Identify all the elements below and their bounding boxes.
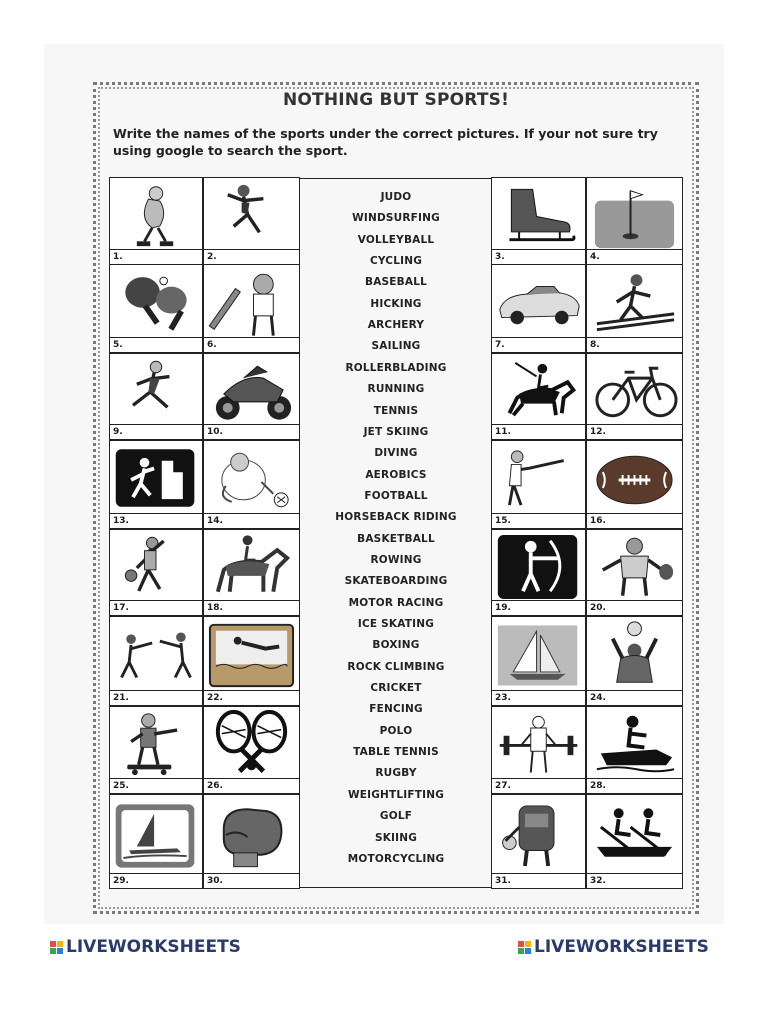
word-bank-item: TABLE TENNIS — [353, 746, 439, 759]
answer-strip[interactable] — [110, 600, 202, 615]
cricket-player-icon — [204, 265, 299, 339]
fencers-icon — [110, 617, 202, 692]
picture-cell[interactable] — [203, 177, 300, 265]
bicycle-icon — [587, 354, 682, 426]
word-bank-item: AEROBICS — [365, 468, 427, 481]
picture-cell[interactable] — [586, 264, 683, 353]
picture-number: 23. — [495, 693, 511, 703]
picture-cell[interactable] — [586, 440, 683, 529]
logo-text: LIVEWORKSHEETS — [66, 937, 241, 957]
motorcycle-icon — [204, 354, 299, 426]
liveworksheets-logo-icon — [518, 941, 531, 954]
word-bank-item: POLO — [379, 724, 413, 737]
sailboat-icon — [492, 617, 585, 692]
picture-cell[interactable] — [109, 440, 203, 529]
picture-cell[interactable] — [586, 177, 683, 265]
word-bank-item: ARCHERY — [367, 319, 425, 332]
answer-strip[interactable] — [492, 337, 585, 352]
horse-rider-icon — [204, 530, 299, 602]
picture-cell[interactable] — [203, 706, 300, 794]
picture-number: 6. — [207, 340, 217, 350]
volleyball-player-icon — [587, 617, 682, 692]
picture-cell[interactable] — [109, 529, 203, 616]
word-bank-item: VOLLEYBALL — [357, 233, 435, 246]
rowing-sign-icon — [587, 795, 682, 875]
picture-number: 1. — [113, 252, 123, 262]
picture-number: 10. — [207, 427, 223, 437]
picture-cell[interactable] — [203, 264, 300, 353]
picture-number: 30. — [207, 876, 223, 886]
windsurfing-sign-icon — [110, 795, 202, 875]
answer-strip[interactable] — [492, 249, 585, 264]
word-bank-item: CRICKET — [370, 682, 422, 695]
tennis-rackets-icon — [204, 707, 299, 780]
picture-cell[interactable] — [491, 706, 586, 794]
picture-number: 26. — [207, 781, 223, 791]
picture-cell[interactable] — [491, 264, 586, 353]
word-bank-item: FENCING — [369, 703, 423, 716]
answer-strip[interactable] — [110, 513, 202, 528]
picture-number: 19. — [495, 603, 511, 613]
word-bank — [300, 178, 492, 888]
picture-number: 28. — [590, 781, 606, 791]
picture-cell[interactable] — [203, 353, 300, 440]
word-bank-item: BASKETBALL — [357, 532, 435, 545]
picture-number: 11. — [495, 427, 511, 437]
answer-strip[interactable] — [587, 690, 682, 705]
picture-number: 4. — [590, 252, 600, 262]
picture-number: 9. — [113, 427, 123, 437]
answer-strip[interactable] — [110, 873, 202, 888]
worksheet-instructions: Write the names of the sports under the correct pictures. If your not sure try using google to search the sport. — [113, 126, 658, 158]
word-bank-item: ROLLERBLADING — [345, 361, 447, 374]
answer-strip[interactable] — [110, 337, 202, 352]
answer-strip[interactable] — [492, 600, 585, 615]
word-bank-item: BASEBALL — [365, 276, 427, 289]
word-bank-item: DIVING — [374, 447, 418, 460]
answer-strip[interactable] — [587, 600, 682, 615]
liveworksheets-logo-icon — [50, 941, 63, 954]
picture-number: 13. — [113, 516, 129, 526]
picture-cell[interactable] — [203, 616, 300, 706]
picture-cell[interactable] — [109, 353, 203, 440]
picture-cell[interactable] — [586, 794, 683, 889]
picture-number: 17. — [113, 603, 129, 613]
word-bank-item: WINDSURFING — [352, 212, 440, 225]
liveworksheets-logo-right[interactable] — [518, 937, 709, 957]
picture-cell[interactable] — [109, 264, 203, 353]
baseball-catcher-icon — [587, 530, 682, 602]
answer-strip[interactable] — [492, 513, 585, 528]
word-bank-item: SAILING — [371, 340, 421, 353]
picture-cell[interactable] — [109, 794, 203, 889]
word-bank-item: ROWING — [370, 553, 422, 566]
picture-cell[interactable] — [491, 616, 586, 706]
rollerblader-icon — [110, 178, 202, 251]
answer-strip[interactable] — [204, 778, 299, 793]
picture-number: 5. — [113, 340, 123, 350]
word-bank-item: SKATEBOARDING — [344, 575, 448, 588]
answer-strip[interactable] — [587, 873, 682, 888]
picture-cell[interactable] — [491, 529, 586, 616]
ice-skate-icon — [492, 178, 585, 251]
word-bank-item: WEIGHTLIFTING — [347, 788, 445, 801]
table-tennis-paddles-icon — [110, 265, 202, 339]
jet-ski-icon — [587, 707, 682, 780]
word-bank-item: GOLF — [379, 810, 413, 823]
word-bank-item: HICKING — [370, 297, 422, 310]
skier-icon — [587, 265, 682, 339]
answer-strip[interactable] — [587, 337, 682, 352]
word-bank-item: BOXING — [372, 639, 420, 652]
liveworksheets-logo-left[interactable] — [50, 937, 241, 957]
diving-sign-icon — [204, 617, 299, 692]
picture-cell[interactable] — [203, 529, 300, 616]
picture-cell[interactable] — [109, 706, 203, 794]
word-bank-item: RUNNING — [367, 383, 425, 396]
golf-flag-icon — [587, 178, 682, 251]
word-bank-item: HORSEBACK RIDING — [335, 511, 457, 524]
picture-number: 32. — [590, 876, 606, 886]
picture-cell[interactable] — [203, 440, 300, 529]
answer-strip[interactable] — [587, 778, 682, 793]
picture-cell[interactable] — [586, 616, 683, 706]
word-bank-item: CYCLING — [369, 255, 423, 268]
picture-number: 22. — [207, 693, 223, 703]
answer-strip[interactable] — [492, 873, 585, 888]
answer-strip[interactable] — [204, 873, 299, 888]
word-bank-item: ROCK CLIMBING — [347, 660, 445, 673]
worksheet-title: NOTHING BUT SPORTS! — [282, 90, 510, 110]
picture-number: 27. — [495, 781, 511, 791]
picture-number: 7. — [495, 340, 505, 350]
picture-cell[interactable] — [491, 794, 586, 889]
picture-number: 12. — [590, 427, 606, 437]
picture-cell[interactable] — [586, 706, 683, 794]
picture-cell[interactable] — [491, 353, 586, 440]
answer-strip[interactable] — [492, 424, 585, 439]
answer-strip[interactable] — [110, 778, 202, 793]
picture-number: 2. — [207, 252, 217, 262]
picture-number: 31. — [495, 876, 511, 886]
word-bank-item: FOOTBALL — [364, 489, 428, 502]
race-car-icon — [492, 265, 585, 339]
aerobics-dancer-icon — [204, 178, 299, 251]
answer-strip[interactable] — [587, 424, 682, 439]
picture-cell[interactable] — [586, 353, 683, 440]
word-bank-item: TENNIS — [373, 404, 419, 417]
boxing-glove-icon — [204, 795, 299, 875]
skateboarder-icon — [110, 707, 202, 780]
answer-strip[interactable] — [204, 513, 299, 528]
picture-number: 8. — [590, 340, 600, 350]
answer-strip[interactable] — [204, 424, 299, 439]
picture-number: 25. — [113, 781, 129, 791]
answer-strip[interactable] — [110, 249, 202, 264]
picture-number: 29. — [113, 876, 129, 886]
answer-strip[interactable] — [110, 424, 202, 439]
hiker-backpack-icon — [492, 795, 585, 875]
answer-strip[interactable] — [587, 513, 682, 528]
answer-strip[interactable] — [204, 690, 299, 705]
answer-strip[interactable] — [492, 778, 585, 793]
logo-text: LIVEWORKSHEETS — [534, 937, 709, 957]
picture-number: 24. — [590, 693, 606, 703]
picture-cell[interactable] — [109, 177, 203, 265]
football-cartoon-icon — [204, 441, 299, 515]
picture-number: 21. — [113, 693, 129, 703]
weightlifter-icon — [492, 707, 585, 780]
basketball-player-icon — [110, 530, 202, 602]
word-bank-item: SKIING — [374, 831, 418, 844]
picture-number: 18. — [207, 603, 223, 613]
picture-cell[interactable] — [586, 529, 683, 616]
picture-number: 15. — [495, 516, 511, 526]
word-bank-item: JET SKIING — [363, 425, 429, 438]
answer-strip[interactable] — [110, 690, 202, 705]
word-bank-item: RUGBY — [375, 767, 417, 780]
picture-number: 20. — [590, 603, 606, 613]
runner-icon — [110, 354, 202, 426]
picture-cell[interactable] — [491, 177, 586, 265]
picture-cell[interactable] — [203, 794, 300, 889]
picture-number: 14. — [207, 516, 223, 526]
judo-kick-icon — [492, 441, 585, 515]
answer-strip[interactable] — [204, 249, 299, 264]
answer-strip[interactable] — [204, 600, 299, 615]
picture-cell[interactable] — [491, 440, 586, 529]
picture-cell[interactable] — [109, 616, 203, 706]
word-bank-item: MOTOR RACING — [348, 596, 444, 609]
picture-number: 3. — [495, 252, 505, 262]
word-bank-item: JUDO — [380, 191, 412, 203]
word-bank-item: ICE SKATING — [357, 618, 435, 630]
rugby-ball-icon — [587, 441, 682, 515]
answer-strip[interactable] — [492, 690, 585, 705]
polo-rider-icon — [492, 354, 585, 426]
archery-sign-icon — [492, 530, 585, 602]
answer-strip[interactable] — [587, 249, 682, 264]
answer-strip[interactable] — [204, 337, 299, 352]
rock-climbing-sign-icon — [110, 441, 202, 515]
picture-number: 16. — [590, 516, 606, 526]
word-bank-item: MOTORCYCLING — [347, 852, 445, 865]
